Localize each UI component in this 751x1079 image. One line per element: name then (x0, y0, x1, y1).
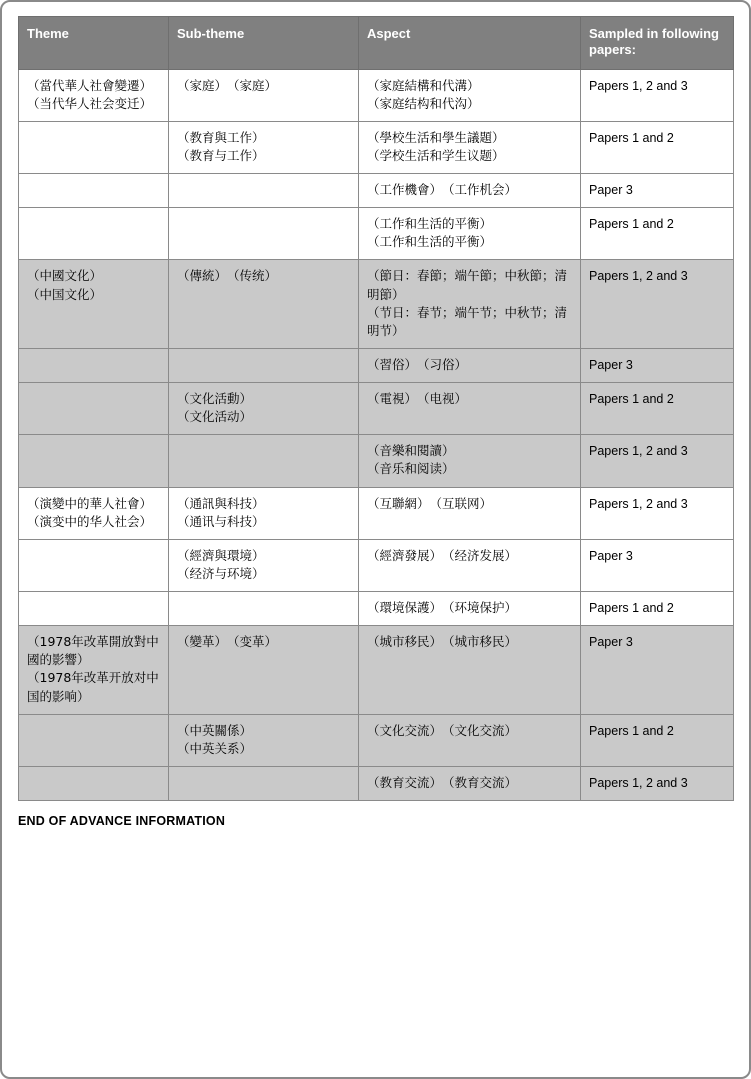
cell-sampled (581, 174, 734, 208)
cell-theme (19, 348, 169, 382)
cell-aspect-line: （家庭結構和代溝） (367, 77, 480, 93)
cell-theme (19, 121, 169, 173)
cell-sampled (581, 383, 734, 435)
cell-aspect (359, 348, 581, 382)
column-header-sub-theme: Sub-theme (169, 17, 359, 70)
cell-theme (19, 487, 169, 539)
cell-aspect (359, 714, 581, 766)
table-row (19, 69, 734, 121)
cell-sub-theme (169, 539, 359, 591)
cell-sampled-line: Papers 1, 2 and 3 (589, 78, 688, 93)
cell-sampled-line: Papers 1 and 2 (589, 217, 674, 232)
cell-theme (19, 69, 169, 121)
cell-sampled (581, 766, 734, 800)
table-row (19, 121, 734, 173)
cell-theme (19, 435, 169, 487)
cell-aspect (359, 626, 581, 715)
cell-sampled-line: Paper 3 (589, 183, 633, 197)
cell-sub-theme-line: （中英关系） (177, 740, 253, 756)
cell-aspect (359, 260, 581, 349)
cell-sub-theme-line: （家庭） （家庭） (177, 77, 278, 93)
cell-sub-theme (169, 174, 359, 208)
table-row (19, 714, 734, 766)
cell-sampled (581, 626, 734, 715)
cell-sub-theme (169, 208, 359, 260)
cell-theme-line: （當代華人社會變遷） (27, 77, 153, 93)
table-header (19, 17, 734, 70)
table-row (19, 592, 734, 626)
table-header-row (19, 17, 734, 70)
cell-sampled (581, 487, 734, 539)
cell-aspect (359, 592, 581, 626)
cell-theme (19, 260, 169, 349)
cell-aspect-line: （节日：春节；端午节；中秋节；清明节） (367, 304, 568, 338)
cell-aspect (359, 383, 581, 435)
cell-sampled-line: Papers 1, 2 and 3 (589, 496, 688, 511)
cell-theme (19, 714, 169, 766)
table-row (19, 435, 734, 487)
cell-aspect-line: （習俗） （习俗） (367, 356, 468, 372)
cell-sub-theme-line: （文化活動） (177, 391, 253, 406)
column-header-aspect: Aspect (359, 17, 581, 70)
cell-sub-theme (169, 592, 359, 626)
cell-sub-theme-line: （經濟與環境） (177, 547, 265, 563)
cell-sub-theme-line: （變革） （变革） (177, 634, 278, 650)
cell-theme-line: （中國文化） (27, 268, 103, 284)
cell-theme-line: （演變中的華人社會） (27, 495, 153, 511)
cell-sampled-line: Papers 1 and 2 (589, 723, 674, 738)
cell-sampled (581, 714, 734, 766)
cell-theme (19, 383, 169, 435)
cell-theme (19, 539, 169, 591)
cell-aspect-line: （工作機會） （工作机会） (367, 182, 518, 197)
table-row (19, 348, 734, 382)
cell-sampled-line: Papers 1 and 2 (589, 392, 674, 406)
cell-sampled-line: Papers 1, 2 and 3 (589, 775, 688, 790)
cell-aspect (359, 208, 581, 260)
cell-theme (19, 208, 169, 260)
cell-sub-theme (169, 348, 359, 382)
cell-sub-theme (169, 69, 359, 121)
table-row (19, 626, 734, 715)
column-header-theme: Theme (19, 17, 169, 70)
cell-aspect-line: （工作和生活的平衡） (367, 234, 493, 250)
table-row (19, 766, 734, 800)
cell-theme-line: （当代华人社会变迁） (27, 95, 153, 111)
cell-sampled-line: Paper 3 (589, 357, 633, 372)
cell-aspect-line: （互聯網） （互联网） (367, 495, 493, 511)
cell-theme-line: （中国文化） (27, 286, 103, 302)
cell-aspect (359, 174, 581, 208)
cell-sub-theme-line: （通讯与科技） (177, 513, 265, 529)
cell-sub-theme (169, 260, 359, 349)
cell-sub-theme-line: （傳統） （传统） (177, 268, 278, 284)
cell-theme-line: （1978年改革开放对中国的影响） (27, 670, 159, 704)
cell-theme (19, 766, 169, 800)
cell-sampled (581, 69, 734, 121)
table-body (19, 69, 734, 801)
cell-sub-theme (169, 383, 359, 435)
cell-aspect (359, 487, 581, 539)
cell-sub-theme-line: （经济与环境） (177, 565, 265, 581)
cell-aspect (359, 69, 581, 121)
cell-sampled-line: Paper 3 (589, 635, 633, 650)
cell-sub-theme-line: （通訊與科技） (177, 495, 265, 511)
cell-aspect-line: （工作和生活的平衡） (367, 216, 493, 232)
cell-sub-theme (169, 626, 359, 715)
cell-sampled-line: Paper 3 (589, 548, 633, 563)
cell-sampled (581, 435, 734, 487)
cell-sub-theme (169, 766, 359, 800)
table-row (19, 539, 734, 591)
cell-sub-theme-line: （中英關係） (177, 722, 253, 738)
table-row (19, 383, 734, 435)
cell-sampled (581, 348, 734, 382)
cell-aspect-line: （音樂和閱讀） (367, 443, 455, 459)
cell-aspect-line: （音乐和阅读） (367, 461, 455, 477)
cell-sub-theme (169, 121, 359, 173)
cell-sampled (581, 592, 734, 626)
table-row (19, 260, 734, 349)
column-header-sampled: Sampled in following papers: (581, 17, 734, 70)
cell-aspect-line: （文化交流） （文化交流） (367, 722, 518, 738)
cell-sub-theme-line: （教育与工作） (177, 147, 265, 163)
cell-aspect-line: （城市移民） （城市移民） (367, 634, 518, 650)
cell-aspect-line: （学校生活和学生议题） (367, 147, 505, 163)
cell-aspect-line: （電視） （电视） (367, 391, 468, 406)
end-of-advance-information-note: END OF ADVANCE INFORMATION (18, 814, 226, 828)
cell-sub-theme-line: （教育與工作） (177, 129, 265, 145)
cell-aspect-line: （環境保護） （环境保护） (367, 600, 518, 615)
cell-aspect (359, 766, 581, 800)
cell-aspect (359, 121, 581, 173)
cell-theme (19, 626, 169, 715)
cell-sampled-line: Papers 1 and 2 (589, 601, 674, 615)
table-row (19, 487, 734, 539)
cell-aspect-line: （家庭结构和代沟） (367, 95, 480, 111)
cell-sampled-line: Papers 1, 2 and 3 (589, 269, 688, 284)
cell-aspect-line: （節日：春節；端午節；中秋節；清明節） (367, 268, 568, 302)
cell-sampled (581, 208, 734, 260)
table-row (19, 208, 734, 260)
cell-aspect-line: （教育交流） （教育交流） (367, 774, 518, 790)
cell-sampled-line: Papers 1 and 2 (589, 130, 674, 145)
cell-theme (19, 174, 169, 208)
cell-sampled-line: Papers 1, 2 and 3 (589, 444, 688, 459)
cell-aspect-line: （經濟發展） （经济发展） (367, 547, 518, 563)
specification-table (18, 16, 734, 801)
cell-sub-theme-line: （文化活动） (177, 409, 253, 425)
cell-sub-theme (169, 714, 359, 766)
cell-aspect (359, 539, 581, 591)
cell-sub-theme (169, 487, 359, 539)
cell-theme-line: （演变中的华人社会） (27, 513, 153, 529)
cell-sampled (581, 121, 734, 173)
cell-theme (19, 592, 169, 626)
table-row (19, 174, 734, 208)
cell-aspect (359, 435, 581, 487)
cell-theme-line: （1978年改革開放對中國的影響） (27, 634, 159, 668)
cell-aspect-line: （學校生活和學生議題） (367, 129, 505, 145)
cell-sub-theme (169, 435, 359, 487)
cell-sampled (581, 260, 734, 349)
cell-sampled (581, 539, 734, 591)
